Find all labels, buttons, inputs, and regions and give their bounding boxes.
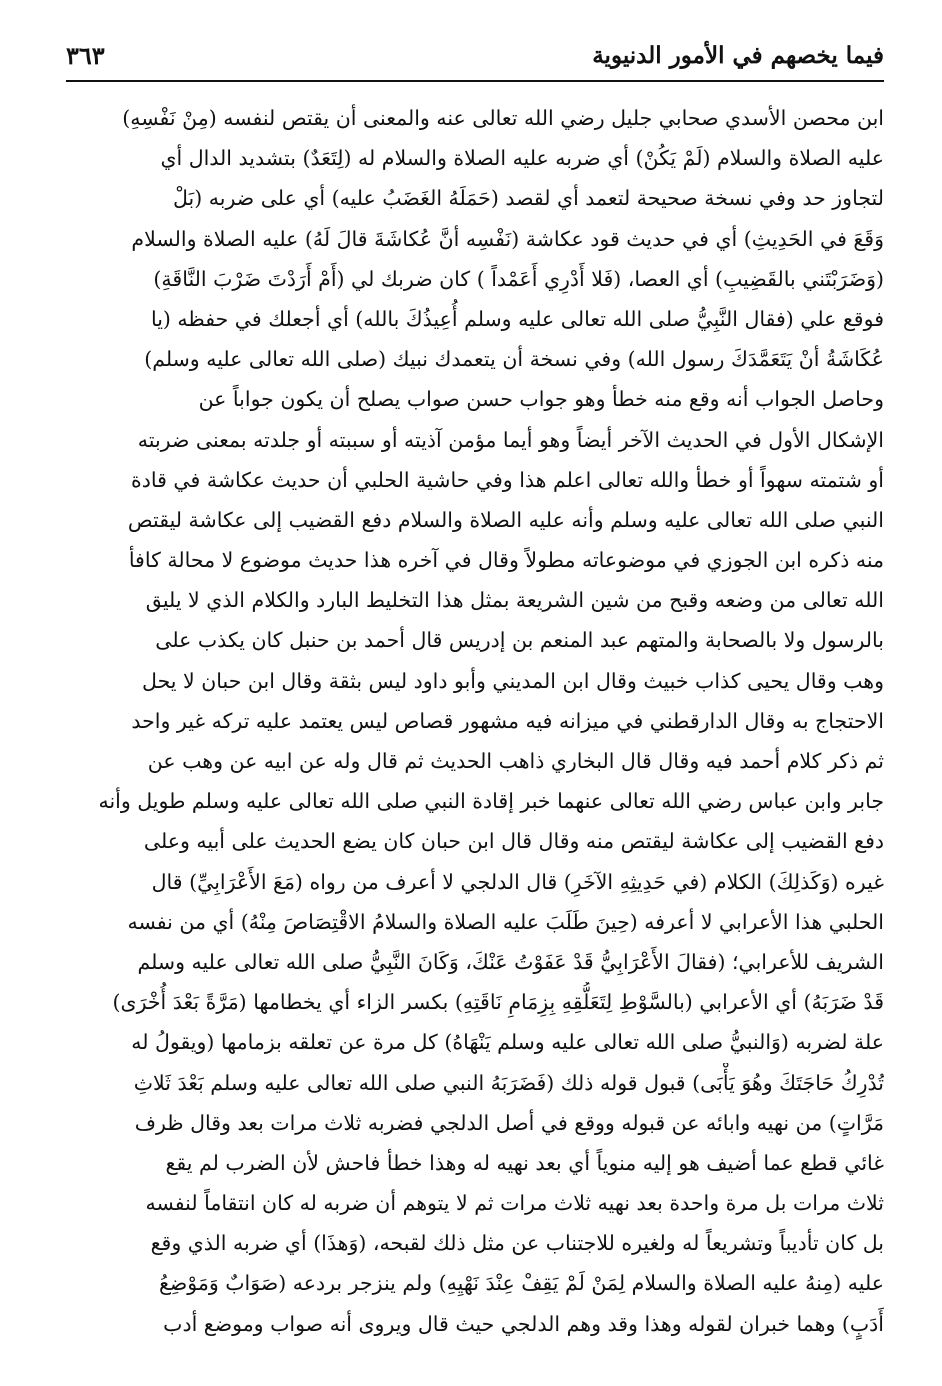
text-line: عُكَاشَةُ أنْ يَتَعَمَّدَكَ رسول الله) وفي نسخة أن يتعمدك نبيك (صلى الله تعالى عليه وسلم) [144,347,884,372]
text-line: مَرَّاتٍ) من نهيه وابائه عن قبوله ووقع في أصل الدلجي فضربه ثلاث مرات بعد وقال ظرف [134,1110,884,1135]
text-line: عليه (مِنهُ عليه الصلاة والسلام لِمَنْ لَمْ يَقِفْ عِنْدَ نَهْيِهِ) ولم ينزجر بردعه (صَوَابٌ وَمَوْضِعُ [158,1271,884,1296]
body-text [66,98,884,1344]
text-line: الله تعالى من وضعه وقبح من شين الشريعة بمثل هذا التخليط البارد والكلام الذي لا يليق [145,588,884,613]
text-line: وَقَعَ في الحَدِيثِ) أي في حديث قود عكاشة (نَفْسِه أنَّ عُكاشَةَ قالَ لَهُ) عليه الصلاة والسلام [131,226,884,251]
text-line: الشريف للأعرابي؛ (فقالَ الأَعْرَابِيُّ قَدْ عَفَوْتُ عَنْكَ، وَكَانَ النَّبِيُّ صلى الله تعالى عليه وسلم [137,949,884,974]
text-line: بل كان تأديباً وتشريعاً له ولغيره للاجتناب عن مثل ذلك لقبحه، (وَهذَا) أي ضربه الذي وقع [150,1231,884,1256]
page-header [66,30,884,82]
text-line: وحاصل الجواب أنه وقع منه خطأ وهو جواب حسن صواب يصلح أن يكون جواباً عن [198,387,884,412]
text-line: غائي قطع عما أضيف هو إليه منوياً أي بعد نهيه له وهذا خطأ فاحش لأن الضرب لم يقع [165,1150,884,1175]
text-line: ثم ذكر كلام أحمد فيه وقال قال البخاري ذاهب الحديث ثم قال وله عن ابيه عن وهب عن [147,749,884,773]
text-line: أَدَبٍ) وهما خبران لقوله وهذا وقد وهم الدلجي حيث قال ويروى أنه صواب وموضع أدب [163,1311,884,1336]
text-line: غيره (وَكَذلِكَ) الكلام (في حَدِيثِهِ الآخَرِ) قال الدلجي لا أعرف من رواه (مَعَ الأَعْرَابِيِّ) قال [151,869,884,894]
text-line: عليه الصلاة والسلام (لَمْ يَكُنْ) أي ضربه عليه الصلاة والسلام له (لِتَعَدٌ) بتشديد الدال أي [160,146,884,171]
text-line: لتجاوز حد وفي نسخة صحيحة لتعمد أي لقصد (حَمَلَهُ الغَضَبُ عليه) أي على ضربه (بَلْ [173,186,884,211]
text-line: فوقع علي (فقال النَّبِيُّ صلى الله تعالى عليه وسلم أُعِيذُكَ بالله) أي أجعلك في حفظه (يا [150,306,884,331]
text-line: ابن محصن الأسدي صحابي جليل رضي الله تعالى عنه والمعنى أن يقتص لنفسه (مِنْ نَفْسِهِ) [122,106,884,130]
text-line: الإشكال الأول في الحديث الآخر أيضاً وهو أيما مؤمن آذيته أو سببته أو جلدته بمعنى ضربته [137,427,884,452]
text-line: النبي صلى الله تعالى عليه وسلم وأنه عليه الصلاة والسلام دفع القضيب إلى عكاشة ليقتص [127,507,884,532]
page-number: ٣٦٣ [66,40,105,70]
text-line: قَدْ ضَرَبَهُ) أي الأعرابي (بالسَّوْطِ لِتَعَلُّقِهِ بِزِمَامِ نَاقَتِهِ) بكسر الزاء أي يخطامها (مَرَّةً بَعْدَ أُخْرَى) [112,990,884,1015]
text-line: دفع القضيب إلى عكاشة ليقتص منه وقال قال ابن حبان كان يضع الحديث على أبيه وعلى [143,829,884,854]
running-title: فيما يخصهم في الأمور الدنيوية [592,41,884,69]
text-line: تُدْرِكُ حَاجَتَكَ وهُوَ يَأْبَى) قبول قوله ذلك (فَضَرَبَهُ النبي صلى الله تعالى عليه وسلم بَعْدَ ثَلاثِ [133,1070,884,1095]
text-line: جابر وابن عباس رضي الله تعالى عنهما خبر إقادة النبي صلى الله تعالى عليه وسلم طويل وأنه [98,789,884,814]
text-line: علة لضربه (وَالنبيُّ صلى الله تعالى عليه وسلم يَنْهَاهُ) كل مرة عن تعلقه بزمامها (ويقولُ له [131,1030,884,1055]
text-line: (وَضَرَبْتَني بالقَضِيبِ) أي العصا، (فَلا أَدْرِي أَعَمْداً ) كان ضربك لي (أَمْ أَرَدْتَ ضَرْبَ النَّاقَةِ) [153,266,884,291]
text-line: وهب وقال يحيى كذاب خبيث وقال ابن المديني وأبو داود ليس بثقة وقال ابن حبان لا يحل [142,668,884,693]
text-line: بالرسول ولا بالصحابة والمتهم عبد المنعم بن إدريس قال أحمد بن حنبل كان يكذب على [155,628,884,653]
text-line: الحلبي هذا الأعرابي لا أعرفه (حِينَ طَلَبَ عليه الصلاة والسلامُ الاقْتِصَاصَ مِنْهُ) أي من نفسه [127,909,884,934]
text-line: منه ذكره ابن الجوزي في موضوعاته مطولاً وقال في آخره هذا حديث موضوع لا محالة كافأ [128,548,884,573]
text-line: ثلاث مرات بل مرة واحدة بعد نهيه ثلاث مرات ثم لا يتوهم أن ضربه له كان انتقاماً لنفسه [145,1191,884,1216]
text-line: أو شتمته سهواً أو خطأ والله تعالى اعلم هذا وفي حاشية الحلبي أن حديث عكاشة في قادة [131,467,884,492]
text-line: الاحتجاج به وقال الدارقطني في ميزانه فيه مشهور قصاص ليس يعتمد عليه تركه غير واحد [131,708,884,733]
